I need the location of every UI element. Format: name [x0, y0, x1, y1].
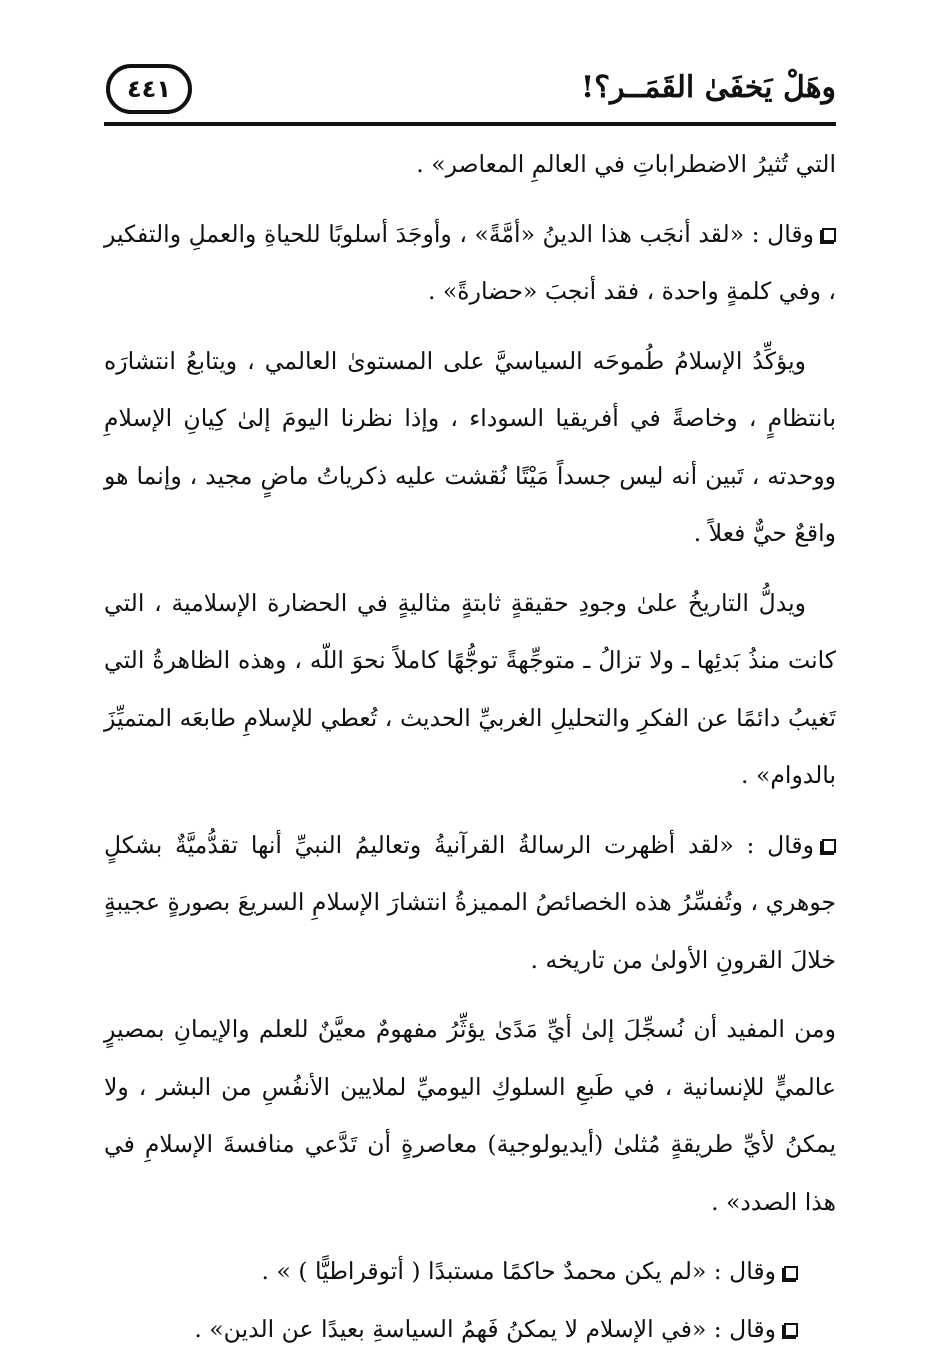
quote-paragraph: [104, 206, 836, 321]
page-header: [104, 62, 836, 124]
body-text: [104, 136, 836, 1358]
paragraph-text: ويدلُّ التاريخُ علىٰ وجودِ حقيقةٍ ثابتةٍ مثاليةٍ في الحضارة الإسلامية ، التي كانت منذُ بَدئِها ـ ولا تزالُ ـ متوجِّهةً توجُّهًا كاملاً نحوَ اللّه ، وهذه الظاهرةُ التي تَغيبُ دائمًا عن الفكرِ والتحليلِ الغربيِّ الحديث ، تُعطي للإسلامِ طابعَه المتميِّزَ بالدوام» .: [104, 588, 836, 789]
paragraph: [104, 1001, 836, 1231]
paragraph-text: وقال : «في الإسلام لا يمكنُ فَهمُ السياسةِ بعيدًا عن الدين» .: [194, 1314, 776, 1343]
paragraph: [104, 575, 836, 805]
square-bullet-icon: [784, 1323, 798, 1337]
paragraph: [104, 136, 836, 194]
paragraph-text: ويؤكِّدُ الإسلامُ طُموحَه السياسيَّ على المستوىٰ العالمي ، ويتابعُ انتشارَه بانتظامٍ ، وخاصةً في أفريقيا السوداء ، وإذا نظرنا اليومَ إلىٰ كِيانِ الإسلامِ ووحدته ، تَبين أنه ليس جسداً مَيْتًا نُقشت عليه ذكرياتُ ماضٍ مجيد ، وإنما هو واقعٌ حيٌّ فعلاً .: [104, 346, 836, 547]
header-rule: [104, 122, 836, 126]
paragraph-text: وقال : «لقد أظهرت الرسالةُ القرآنيةُ وتعاليمُ النبيِّ أنها تقدُّميَّةٌ بشكلٍ جوهري ، وتُفسِّرُ هذه الخصائصُ المميزةُ انتشارَ الإسلامِ السريعَ بصورةٍ عجيبةٍ خلالَ القرونِ الأولىٰ من تاريخه .: [104, 830, 836, 974]
paragraph-text: وقال : «لم يكن محمدٌ حاكمًا مستبدًا ( أتوقراطيًّا ) » .: [261, 1257, 776, 1285]
paragraph-text: التي تُثيرُ الاضطراباتِ في العالمِ المعاصر» .: [416, 150, 836, 178]
paragraph: [104, 333, 836, 563]
paragraph-text: ومن المفيد أن نُسجِّلَ إلىٰ أيِّ مَدًىٰ يؤثِّرُ مفهومٌ معيَّنٌ للعلم والإيمانِ بمصيرٍ عالميٍّ للإنسانية ، في طَبعِ السلوكِ اليوميِّ لملايين الأنفُسِ من البشر ، ولا يمكنُ لأيِّ طريقةٍ مُثلىٰ (أيديولوجية) معاصرةٍ أن تَدَّعي منافسةَ الإسلامِ في هذا الصدد» .: [104, 1015, 836, 1216]
quote-paragraph: [104, 1301, 836, 1359]
square-bullet-icon: [822, 839, 836, 853]
square-bullet-icon: [784, 1266, 798, 1280]
running-title: وهَلْ يَخفَىٰ القَمَــر؟!: [580, 70, 836, 105]
square-bullet-icon: [822, 228, 836, 242]
paragraph-text: وقال : «لقد أنجَب هذا الدينُ «أمَّةً» ، وأوجَدَ أسلوبًا للحياةِ والعملِ والتفكير ، وفي كلمةٍ واحدة ، فقد أنجبَ «حضارةً» .: [104, 219, 836, 305]
quote-paragraph: [104, 1243, 836, 1301]
quote-paragraph: [104, 817, 836, 990]
page-number: ٤٤١: [106, 64, 192, 114]
